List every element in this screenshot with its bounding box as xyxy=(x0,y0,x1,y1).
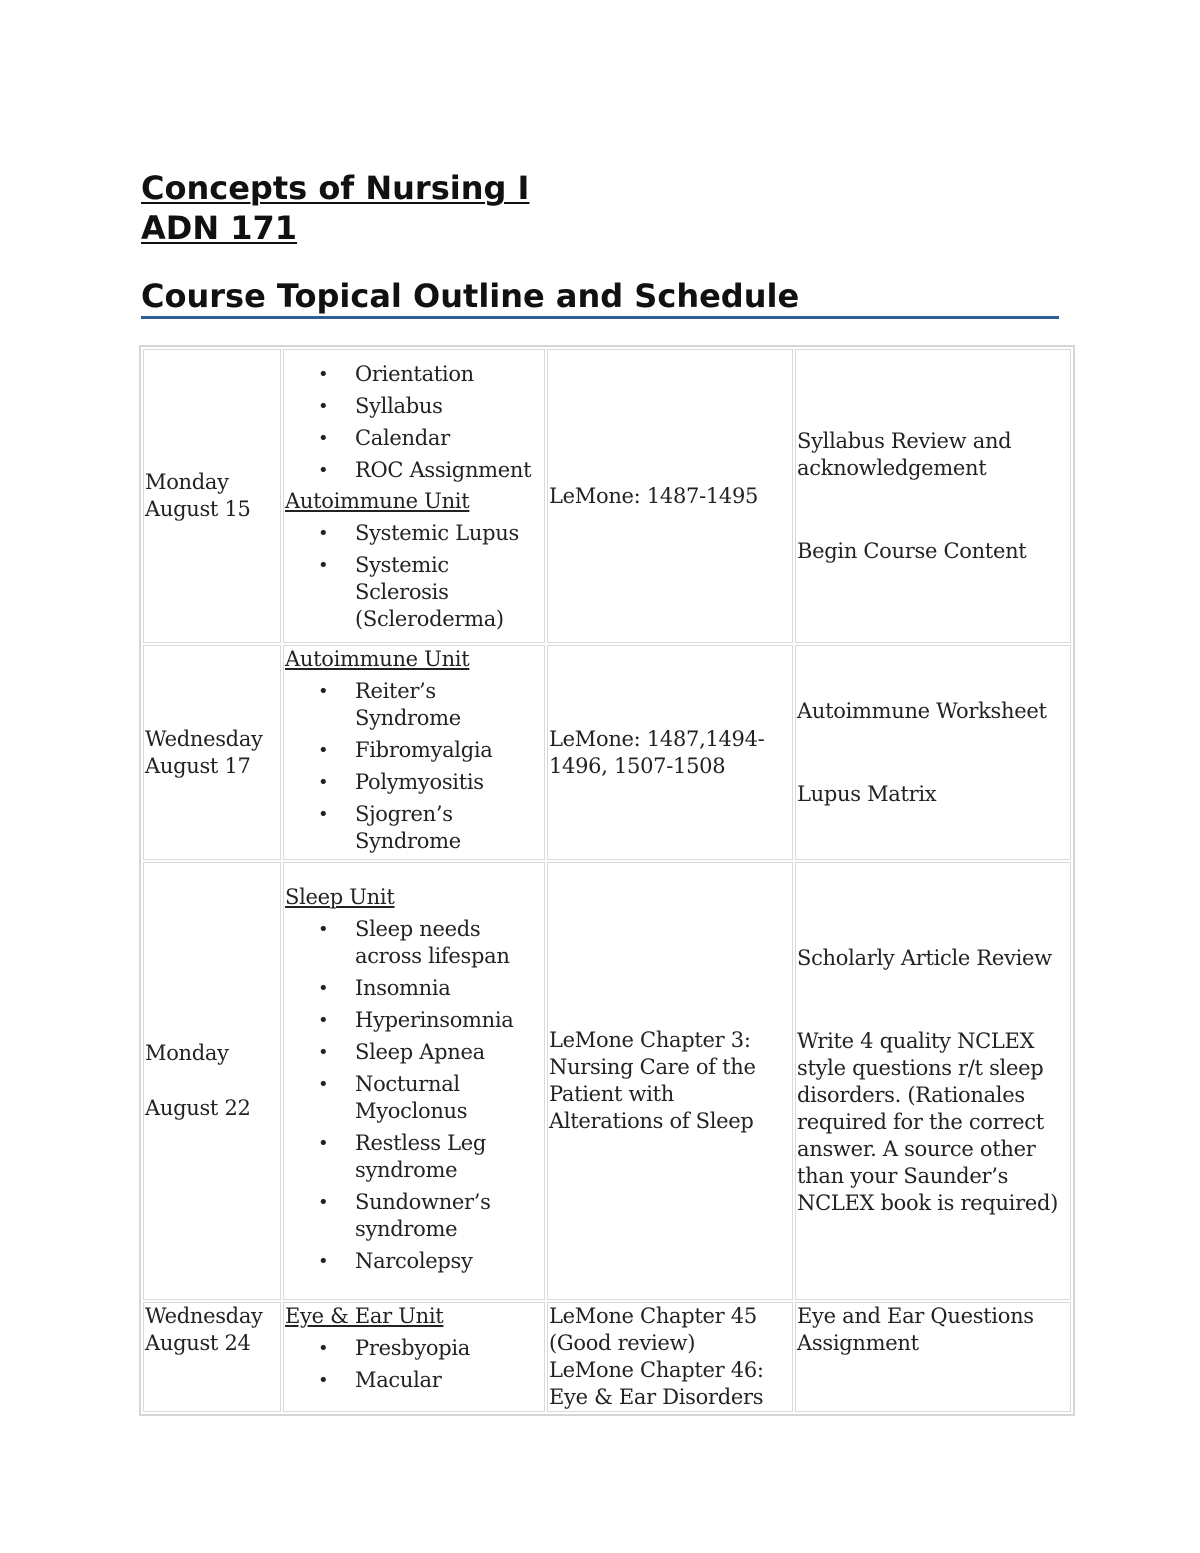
topic-list xyxy=(285,678,543,855)
date-cell xyxy=(143,349,281,643)
topic-list xyxy=(285,361,543,484)
date-cell xyxy=(143,645,281,860)
list-item: • Sjogren’s Syndrome xyxy=(285,801,543,855)
reading-text: LeMone Chapter 46: Eye & Ear Disorders xyxy=(549,1358,764,1409)
date-label: August 15 xyxy=(145,497,251,521)
assignment-cell xyxy=(795,1302,1071,1412)
topics-cell xyxy=(283,1302,545,1412)
assignment-text: Syllabus Review and acknowledgement xyxy=(797,428,1012,480)
course-title-line1: Concepts of Nursing I xyxy=(141,169,530,207)
unit-heading: Autoimmune Unit xyxy=(285,647,470,671)
list-item: • Insomnia xyxy=(285,975,543,1002)
day-label: Monday xyxy=(145,1041,229,1065)
assignment-text: Autoimmune Worksheet xyxy=(797,698,1047,723)
topics-cell xyxy=(283,645,545,860)
topic-list xyxy=(285,916,543,1275)
list-item: • Narcolepsy xyxy=(285,1248,543,1275)
list-item: • Nocturnal Myoclonus xyxy=(285,1071,543,1125)
table-row xyxy=(143,645,1071,860)
reading-text: LeMone Chapter 45 (Good review) xyxy=(549,1304,757,1355)
reading-cell xyxy=(547,862,793,1300)
unit-heading: Sleep Unit xyxy=(285,884,395,909)
list-item: • Reiter’s Syndrome xyxy=(285,678,543,732)
list-item: • Orientation xyxy=(285,361,543,388)
list-item: • Presbyopia xyxy=(285,1335,543,1362)
schedule-table xyxy=(139,345,1075,1416)
assignment-text: Begin Course Content xyxy=(797,538,1027,563)
list-item: • Sundowner’s syndrome xyxy=(285,1189,543,1243)
list-item: • Hyperinsomnia xyxy=(285,1007,543,1034)
topics-cell xyxy=(283,862,545,1300)
list-item: • Sleep Apnea xyxy=(285,1039,543,1066)
list-item: • Restless Leg syndrome xyxy=(285,1130,543,1184)
list-item: • Calendar xyxy=(285,425,543,452)
assignment-text: Write 4 quality NCLEX style questions r/t sleep disorders. (Rationales required for the correct answer. A source other than your Saunder’s NCLEX book is required) xyxy=(797,1029,1058,1215)
table-row xyxy=(143,862,1071,1300)
list-item: • ROC Assignment xyxy=(285,457,543,484)
list-item: • Polymyositis xyxy=(285,769,543,796)
date-cell xyxy=(143,862,281,1300)
date-label: August 24 xyxy=(145,1331,251,1355)
reading-text: LeMone: 1487,1494-1496, 1507-1508 xyxy=(549,726,765,778)
assignment-text: Scholarly Article Review xyxy=(797,946,1052,970)
list-item: • Sleep needs across lifespan xyxy=(285,916,543,970)
unit-heading: Eye & Ear Unit xyxy=(285,1304,444,1328)
reading-cell xyxy=(547,645,793,860)
course-code: ADN 171 xyxy=(141,209,298,247)
day-label: Monday xyxy=(145,470,229,494)
date-cell xyxy=(143,1302,281,1412)
list-item: • Systemic Lupus xyxy=(285,520,543,547)
assignment-cell xyxy=(795,349,1071,643)
table-row xyxy=(143,1302,1071,1412)
reading-text: LeMone: 1487-1495 xyxy=(549,483,759,508)
list-item: • Fibromyalgia xyxy=(285,737,543,764)
date-label: August 22 xyxy=(145,1096,251,1120)
unit-heading: Autoimmune Unit xyxy=(285,488,470,513)
course-title xyxy=(141,168,529,248)
assignment-text: Lupus Matrix xyxy=(797,781,937,806)
table-row xyxy=(143,349,1071,643)
reading-cell xyxy=(547,349,793,643)
list-item: • Macular xyxy=(285,1367,543,1394)
topic-list xyxy=(285,1335,543,1394)
list-item: • Systemic Sclerosis (Scleroderma) xyxy=(285,552,543,633)
topic-list xyxy=(285,520,543,633)
assignment-cell xyxy=(795,645,1071,860)
day-label: Wednesday xyxy=(145,726,263,751)
schedule-heading: Course Topical Outline and Schedule xyxy=(141,276,1059,319)
day-label: Wednesday xyxy=(145,1304,263,1328)
reading-cell xyxy=(547,1302,793,1412)
reading-text: LeMone Chapter 3: Nursing Care of the Patient with Alterations of Sleep xyxy=(549,1028,756,1133)
assignment-cell xyxy=(795,862,1071,1300)
date-label: August 17 xyxy=(145,753,251,778)
assignment-text: Eye and Ear Questions Assignment xyxy=(797,1304,1034,1355)
topics-cell xyxy=(283,349,545,643)
list-item: • Syllabus xyxy=(285,393,543,420)
